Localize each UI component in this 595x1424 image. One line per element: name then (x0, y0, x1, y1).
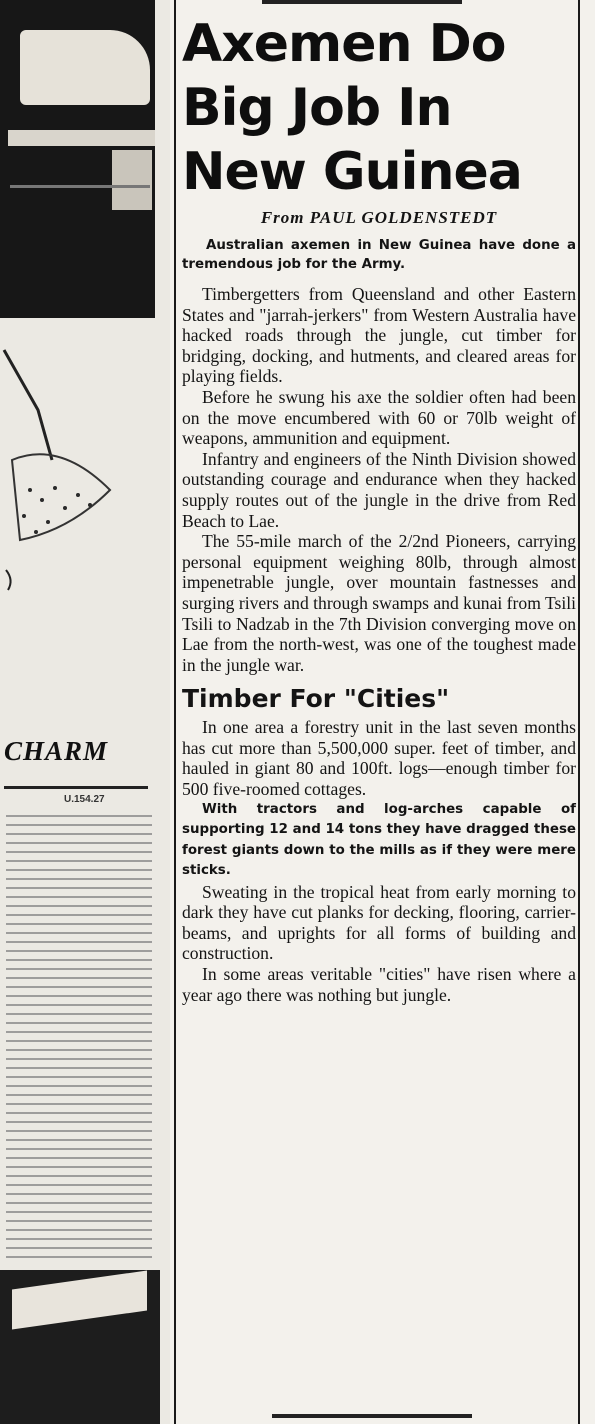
top-divider (262, 0, 462, 4)
adjacent-column-fragment (583, 30, 595, 1030)
ad-shape (10, 185, 150, 188)
column-rule (578, 0, 580, 1424)
ad-divider (4, 786, 148, 789)
ad-illustration-top (0, 0, 155, 318)
paragraph: Sweating in the tropical heat from early morning to dark they have cut planks for decking, flooring, carrier-beams, and uprights for all forms of building and construction. (182, 881, 576, 964)
headline: Axemen Do Big Job In New Guinea (182, 14, 522, 202)
article (182, 12, 576, 1005)
ad-shape (20, 30, 150, 105)
byline: From PAUL GOLDENSTEDT (260, 208, 498, 227)
ad-reference-code: U.154.27 (64, 794, 105, 805)
paragraph: The 55-mile march of the 2/2nd Pioneers, carrying personal equipment weighing 80lb, through almost impenetrable jungle, over mountain fastnesses and surging rivers and through swamps and kunai from Tsili Tsili to Nadzab in the 7th Division converging move on Lae from the north-west, was one of the toughest made in the jungle war. (182, 531, 576, 675)
advertisement-column (0, 0, 170, 1424)
bottom-divider (272, 1414, 472, 1418)
lead-paragraph: Australian axemen in New Guinea have done a tremendous job for the Army. (182, 238, 576, 272)
paragraph: Infantry and engineers of the Ninth Division showed outstanding courage and endurance when they hacked supply routes out of the jungle in the drive from Red Beach to Lae. (182, 448, 576, 531)
paragraph: Before he swung his axe the soldier often had been on the move encumbered with 60 or 70lb weight of weapons, ammunition and equipment. (182, 386, 576, 449)
paragraph: In some areas veritable "cities" have risen where a year ago there was nothing but jungle. (182, 964, 576, 1005)
ad-illustration-middle (0, 340, 130, 600)
subheading: Timber For "Cities" (182, 684, 450, 714)
ad-shape (112, 150, 152, 210)
paragraph: Timbergetters from Queensland and other Eastern States and "jarrah-jerkers" from Western Australia have hacked roads through the jungle, cut timber for bridging, docking, and hutments, and cleared areas for playing fields. (182, 284, 576, 387)
paragraph: In one area a forestry unit in the last seven months has cut more than 5,500,000 super. feet of timber, and hauled in giant 80 and 100ft. logs—enough timber for 500 five-roomed cottages. (182, 717, 576, 800)
paragraph: With tractors and log-arches capable of supporting 12 and 14 tons they have dragged these forest giants down to the mills as if they were mere sticks. (182, 801, 576, 879)
column-rule (174, 0, 176, 1424)
ad-shape (12, 1271, 147, 1330)
ad-body-text-blurred (6, 815, 152, 1265)
ad-brand-logo: CHARM (4, 736, 109, 766)
article-body (182, 284, 576, 1005)
ad-shape (8, 130, 155, 146)
ad-illustration-bottom (0, 1270, 160, 1424)
